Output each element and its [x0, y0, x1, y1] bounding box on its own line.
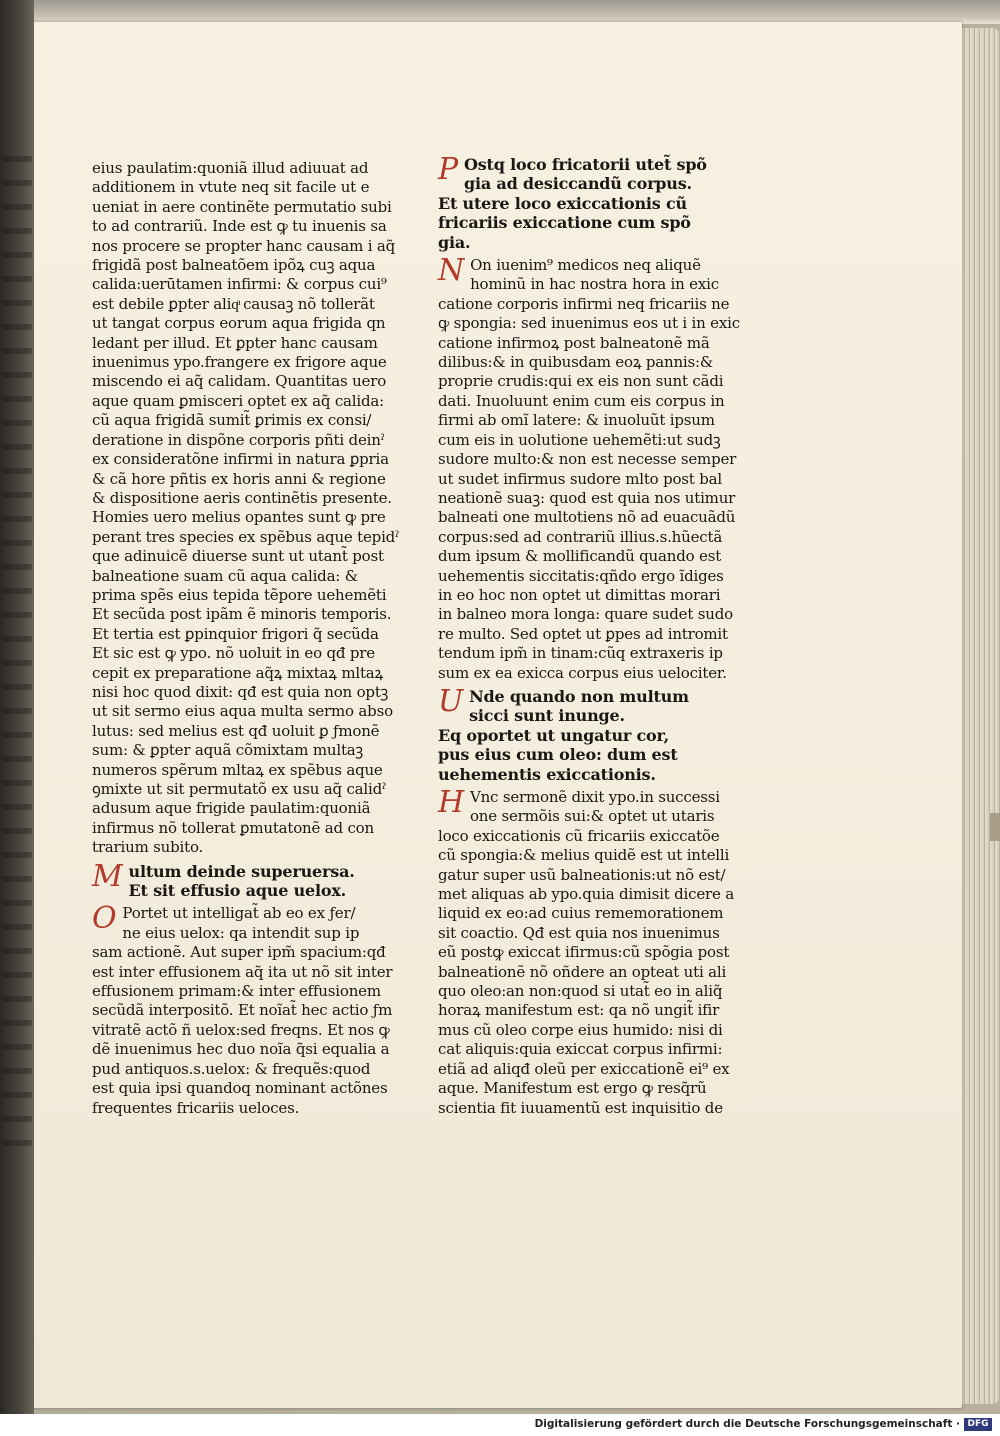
- right-column-text-2: [438, 785, 734, 1118]
- text-line: On iuenim⁹ medicos neq aliquẽ: [470, 256, 701, 275]
- text-line: etiã ad aliqđ oleũ per exiccationẽ ei⁹ ex: [438, 1059, 730, 1078]
- text-line: met aliquas ab ypo.quia dimisit dicere a: [438, 885, 734, 904]
- text-line: Et tertia est ꝑpinquior frigori q̃ secũda: [92, 624, 379, 643]
- text-line: ut tangat corpus eorum aqua frigida qn: [92, 314, 386, 333]
- text-line: sum ex ea exicca corpus eius uelociter.: [438, 663, 727, 682]
- left-column-text-2: [92, 901, 393, 1117]
- facing-page-edge: [0, 0, 34, 1414]
- text-line: Et secũda post ipãm ẽ minoris temporis.: [92, 605, 392, 624]
- right-heading-1: [438, 152, 707, 252]
- text-line: perant tres species ex spẽbus aque tepidˀ: [92, 527, 400, 546]
- text-line: est quia ipsi quandoq nominant actõnes: [92, 1079, 388, 1098]
- text-line: & cã hore pñtis ex horis anni & regione: [92, 469, 386, 488]
- text-line: ledant per illud. Et ꝑpter hanc causam: [92, 333, 378, 352]
- text-line: calida:uerūtamen infirmi: & corpus cui⁹: [92, 275, 387, 294]
- text-line: quo oleo:an non:quod si utat̃ eo in aliq̃: [438, 982, 723, 1001]
- text-line: ut sudet infirmus sudore mlto post bal: [438, 469, 722, 488]
- text-line: cũ aqua frigidã sumit̃ ꝑrimis ex consi/: [92, 411, 372, 430]
- right-heading-2-lines: [438, 683, 700, 784]
- text-line: Portet ut intelligat̃ ab eo ex ƒer/: [122, 904, 356, 923]
- text-line: additionem in vtute neq sit facile ut e: [92, 178, 370, 197]
- page-tab: [990, 813, 1000, 841]
- dfg-logo: DFG: [964, 1418, 992, 1431]
- heading-line: Et sit effusio aque uelox.: [128, 881, 347, 901]
- drop-cap-h: H: [438, 785, 464, 820]
- heading-line: ultum deinde superuersa.: [128, 861, 355, 881]
- text-line: Vnc sermonẽ dixit ypo.in successi: [469, 788, 720, 806]
- text-line: tendum ipm̃ in tinam:cũq extraxeris ip: [438, 644, 723, 663]
- text-line: to ad contrariũ. Inde est ꝙ tu inuenis sa: [92, 217, 387, 236]
- text-line: est inter effusionem aq̃ ita ut nõ sit inter: [92, 962, 393, 981]
- text-line: corpus:sed ad contrariũ illius.s.hũectã: [438, 527, 723, 546]
- text-line: sudore multo:& non est necesse semper: [438, 450, 737, 469]
- text-line: lutus: sed melius est qđ uoluit ꝑ ƒmonẽ: [92, 721, 380, 740]
- text-line: balneationẽ nõ oñdere an opteat uti ali: [438, 962, 727, 981]
- text-line: numeros spẽrum mltaꝝ ex spẽbus aque: [92, 760, 383, 779]
- text-line: cepit ex preparatione aq̃ꝝ mixtaꝝ mltaꝝ: [92, 663, 383, 682]
- text-line: gia ad desiccandũ corpus.: [464, 174, 692, 194]
- text-line: eius paulatim:quoniã illud adiuuat ad: [92, 159, 369, 177]
- text-line: sam actionẽ. Aut super ipm̃ spacium:qđ: [92, 943, 386, 962]
- text-line: dẽ inuenimus hec duo noĩa q̃si equalia a: [92, 1040, 390, 1059]
- text-line: dilibus:& in quibusdam eoꝝ pannis:&: [438, 353, 714, 372]
- text-line: ut sit sermo eius aqua multa sermo abso: [92, 702, 393, 721]
- text-line: liquid ex eo:ad cuius rememorationem: [438, 904, 724, 923]
- text-line: nisi hoc quod dixit: qđ est quia non optꝫ: [92, 682, 389, 701]
- text-line: ne eius uelox: qa intendit sup ip: [122, 923, 360, 942]
- text-line: re multo. Sed optet ut ꝑpes ad intromit: [438, 624, 728, 643]
- text-line: effusionem primam:& inter effusionem: [92, 982, 381, 1001]
- text-line: cat aliquis:quia exiccat corpus infirmi:: [438, 1040, 723, 1059]
- text-line: inuenimus ypo.frangere ex frigore aque: [92, 353, 387, 372]
- text-line: fricariis exiccatione cum spõ: [438, 213, 691, 233]
- left-heading: [92, 858, 355, 901]
- text-line: cum eis in uolutione uehemẽti:ut sudꝫ: [438, 430, 721, 449]
- text-line: Nde quando non multum: [469, 686, 689, 706]
- text-line: secũdã interpositõ. Et noĩat̃ hec actio ƒm: [92, 1001, 393, 1020]
- text-line: mus cũ oleo corpe eius humido: nisi di: [438, 1020, 723, 1039]
- text-line: est debile ꝑpter aliqͣ causaꝫ nõ tollerãt: [92, 294, 375, 313]
- text-line: frequentes fricariis ueloces.: [92, 1098, 300, 1117]
- left-column-text: [92, 159, 400, 858]
- left-paragraph-2: [92, 901, 393, 1117]
- text-line: trarium subito.: [92, 838, 204, 857]
- text-line: ex consideratõne infirmi in natura ꝑpria: [92, 450, 389, 469]
- text-line: gia.: [438, 232, 471, 252]
- text-line: pud antiquos.s.uelox: & frequẽs:quod: [92, 1059, 371, 1078]
- text-line: aque. Manifestum est ergo ꝙ resq̃rũ: [438, 1079, 707, 1098]
- text-line: dum ipsum & mollificandũ quando est: [438, 547, 722, 566]
- right-heading-2: [438, 683, 700, 784]
- text-line: loco exiccationis cũ fricariis exiccatõe: [438, 826, 720, 845]
- text-line: catione infirmoꝝ post balneatonẽ mã: [438, 333, 710, 352]
- text-line: balneati one multotiens nõ ad euacuãdũ: [438, 508, 736, 527]
- text-line: hominũ in hac nostra hora in exic: [470, 275, 719, 294]
- text-line: uehementis siccitatis:qñdo ergo ĩdiges: [438, 566, 724, 585]
- text-line: dati. Inuoluunt enim cum eis corpus in: [438, 391, 725, 410]
- text-line: sit coactio. Qđ est quia nos inuenimus: [438, 923, 720, 942]
- text-line: firmi ab omĩ latere: & inuoluũt ipsum: [438, 411, 715, 430]
- text-line: Homies uero melius opantes sunt ꝙ pre: [92, 508, 386, 527]
- left-column: [92, 159, 400, 1118]
- text-line: gatur super usũ balneationis:ut nõ est/: [438, 865, 726, 884]
- text-line: sicci sunt inunge.: [469, 706, 625, 726]
- text-line: one sermõis sui:& optet ut utaris: [469, 807, 715, 826]
- footer-credit: Digitalisierung gefördert durch die Deutsche Forschungsgemeinschaft ·: [534, 1418, 960, 1430]
- text-line: uehementis exiccationis.: [438, 764, 656, 784]
- drop-cap-m: M: [92, 858, 123, 894]
- text-line: vitratẽ actõ ñ uelox:sed freqns. Et nos ꝙ: [92, 1020, 390, 1039]
- text-line: horaꝝ manifestum est: qa nõ ungit̃ ifir: [438, 1001, 720, 1020]
- text-line: que adinuicẽ diuerse sunt ut utant̃ post: [92, 547, 384, 566]
- text-line: catione corporis infirmi neq fricariis ne: [438, 294, 730, 313]
- text-line: balneatione suam cũ aqua calida: &: [92, 566, 358, 585]
- text-line: nos procere se propter hanc causam i aq̃: [92, 236, 396, 255]
- text-line: miscendo ei aq̃ calidam. Quantitas uero: [92, 372, 387, 391]
- text-line: & dispositione aeris continẽtis presente.: [92, 488, 392, 507]
- text-line: proprie crudis:qui ex eis non sunt cãdi: [438, 372, 724, 391]
- text-line: scientia fit iuuamentũ est inquisitio de: [438, 1098, 723, 1117]
- drop-cap-o: O: [92, 901, 117, 937]
- text-line: ꝙ spongia: sed inuenimus eos ut i in exic: [438, 314, 740, 333]
- text-line: adusum aque frigide paulatim:quoniã: [92, 799, 371, 818]
- right-column-text: [438, 253, 740, 683]
- text-line: cũ spongia:& melius quidẽ est ut intelli: [438, 846, 730, 865]
- footer-bar: [0, 1414, 1000, 1436]
- text-line: sum: & ꝑpter aquã cõmixtam multaꝫ: [92, 741, 363, 760]
- text-line: in balneo mora longa: quare sudet sudo: [438, 605, 733, 624]
- text-line: Et sic est ꝙ ypo. nõ uoluit in eo qđ pre: [92, 644, 375, 663]
- text-line: neationẽ suaꝫ: quod est quia nos utimur: [438, 488, 736, 507]
- text-line: Et utere loco exiccationis cũ: [438, 193, 687, 213]
- text-line: pus eius cum oleo: dum est: [438, 745, 678, 765]
- drop-cap-n: N: [438, 253, 465, 289]
- text-line: prima spẽs eius tepida tẽpore uehemẽti: [92, 585, 387, 604]
- text-line: Ostq loco fricatorii utet̃ spõ: [464, 155, 707, 174]
- text-line: ueniat in aere continẽte permutatio subi: [92, 197, 392, 216]
- text-line: frigidã post balneatõem ipõꝝ cuꝫ aqua: [92, 256, 376, 275]
- text-line: aque quam ꝑmisceri optet ex aq̃ calida:: [92, 391, 384, 410]
- text-line: Eq oportet ut ungatur cor,: [438, 725, 669, 745]
- facing-page-text: [2, 150, 32, 1150]
- text-line: infirmus nõ tollerat ꝑmutatonẽ ad con: [92, 818, 374, 837]
- right-paragraph-2: [438, 785, 734, 1118]
- book-top-edge: [0, 0, 1000, 24]
- text-line: deratione in dispõne corporis pñti deinˀ: [92, 430, 385, 449]
- right-column: [438, 152, 740, 1118]
- page-edges: [962, 28, 1000, 1404]
- text-line: ꝯmixte ut sit permutatõ ex usu aq̃ calidˀ: [92, 780, 386, 798]
- text-line: eũ postꝙ exiccat ifirmus:cũ spõgia post: [438, 943, 730, 962]
- right-heading-1-lines: [438, 152, 707, 252]
- drop-cap-p: P: [438, 152, 458, 187]
- text-line: in eo hoc non optet ut dimittas morari: [438, 585, 721, 604]
- drop-cap-u: U: [438, 683, 464, 719]
- right-paragraph-1: [438, 253, 740, 683]
